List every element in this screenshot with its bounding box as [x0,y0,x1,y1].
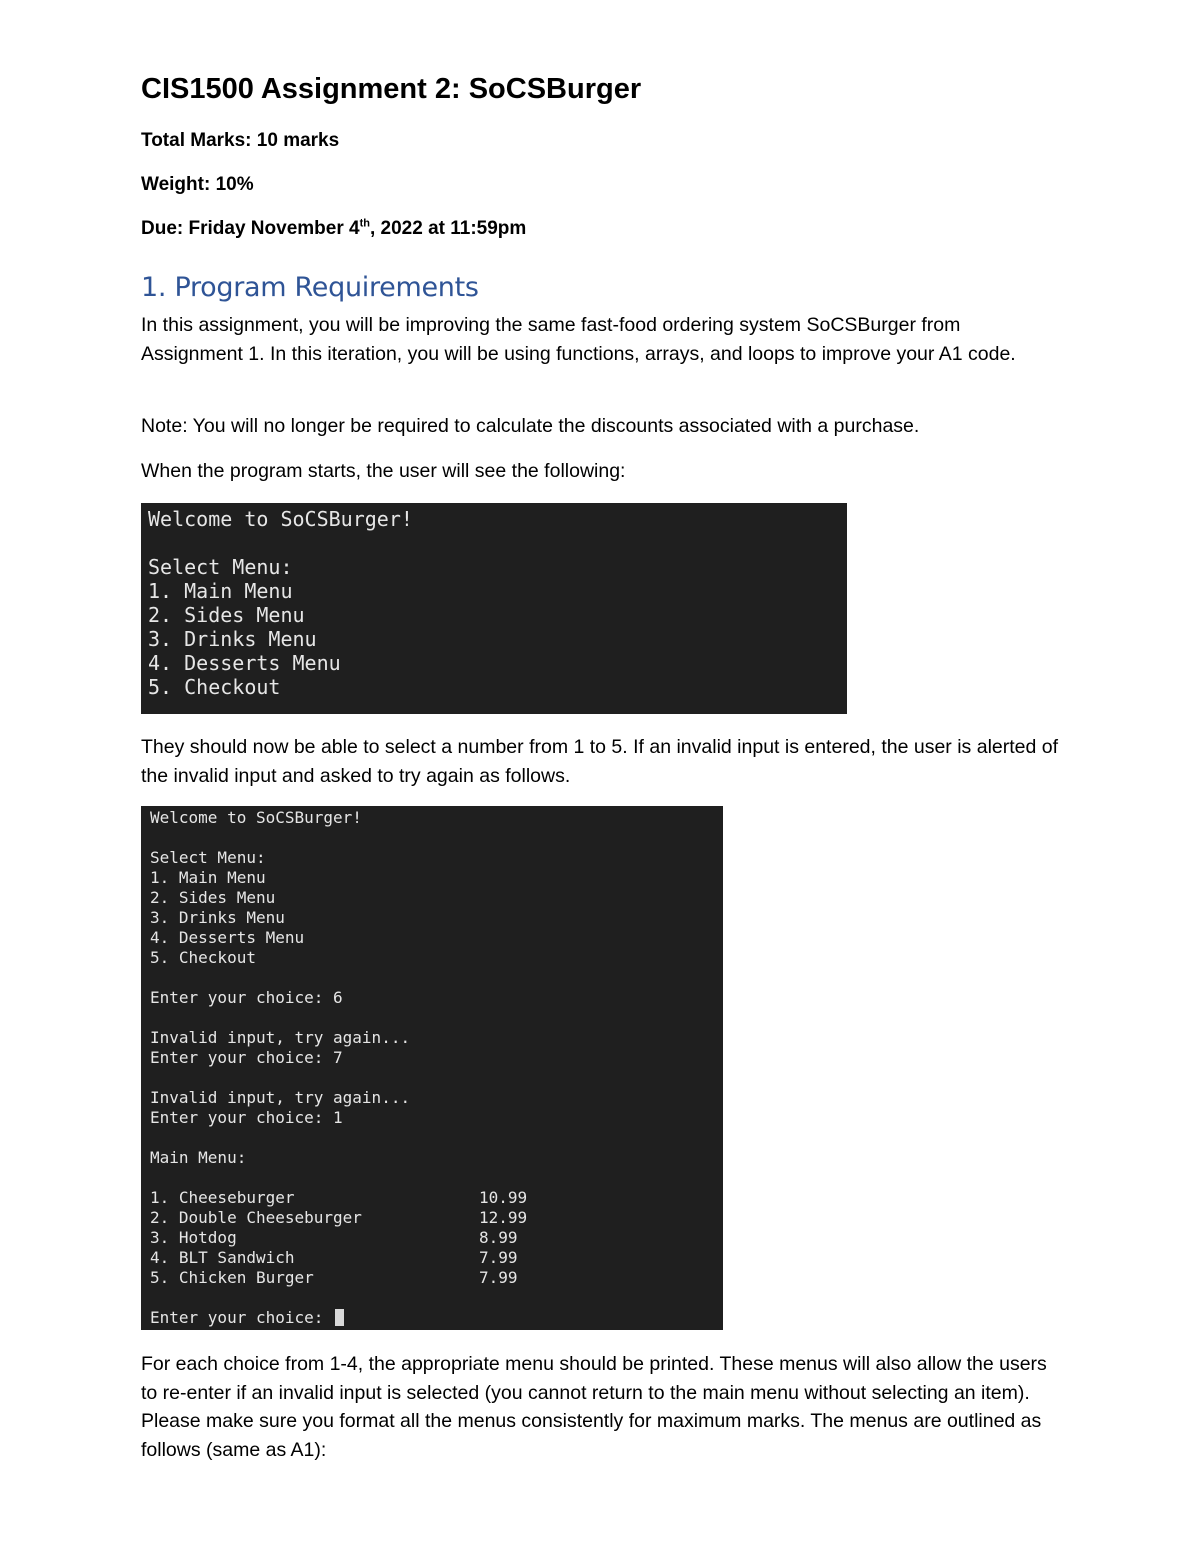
intro-paragraph: In this assignment, you will be improving the same fast-food ordering system SoCSBurger from Assignment 1. In this iteration, you will be using functions, arrays, and loops to improve your A1 code. [141,314,1016,365]
menu-item-price: 8.99 [479,1228,518,1247]
terminal-line: Invalid input, try again... [150,1088,411,1107]
menu-item-row [150,1248,714,1268]
menu-item-price: 7.99 [479,1248,518,1267]
menu-item-row [150,1228,714,1248]
note-paragraph: Note: You will no longer be required to calculate the discounts associated with a purchase. [141,415,920,437]
document-title: CIS1500 Assignment 2: SoCSBurger [141,73,642,105]
menu-item-price: 7.99 [479,1268,518,1287]
select-number-paragraph: They should now be able to select a number from 1 to 5. If an invalid input is entered, the user is alerted of the invalid input and asked to try again as follows. [141,736,1059,787]
terminal-line: 4. Desserts Menu [148,651,341,675]
menu-item-price: 12.99 [479,1208,528,1227]
menu-item-name: 1. Cheeseburger [150,1188,295,1207]
due-date-rest: , 2022 at 11:59pm [369,218,527,239]
terminal-line: 2. Sides Menu [148,603,305,627]
terminal-line: 1. Main Menu [148,579,293,603]
terminal-line: 5. Checkout [150,948,256,967]
terminal-line: Welcome to SoCSBurger! [150,808,362,827]
menu-item-name: 4. BLT Sandwich [150,1248,295,1267]
section-heading-program-requirements: 1. Program Requirements [141,272,479,303]
terminal-prompt-line [150,1308,714,1328]
terminal-line: Select Menu: [150,848,266,867]
terminal-line: Welcome to SoCSBurger! [148,507,413,531]
menu-item-name: 3. Hotdog [150,1228,237,1247]
terminal-line: 1. Main Menu [150,868,266,887]
weight: Weight: 10% [141,174,254,195]
terminal-line: Select Menu: [148,555,293,579]
menu-item-name: 5. Chicken Burger [150,1268,314,1287]
terminal-welcome-screen [141,503,847,714]
due-date-suffix: th [359,217,370,230]
due-date-main: Due: Friday November 4 [141,218,360,239]
menu-item-row [150,1208,714,1228]
terminal-line: Invalid input, try again... [150,1028,411,1047]
terminal-line: Enter your choice: 1 [150,1108,343,1127]
menu-item-name: 2. Double Cheeseburger [150,1208,362,1227]
terminal-line: 4. Desserts Menu [150,928,305,947]
terminal-line: 5. Checkout [148,675,281,699]
terminal-line: 2. Sides Menu [150,888,276,907]
terminal-line: Main Menu: [150,1148,247,1167]
terminal-line: Enter your choice: 6 [150,988,343,1007]
terminal-line: 3. Drinks Menu [150,908,285,927]
menu-item-row [150,1268,714,1288]
cursor-block-icon [335,1309,344,1326]
menus-paragraph: For each choice from 1-4, the appropriate menu should be printed. These menus will also allow the users to re-enter if an invalid input is selected (you cannot return to the main menu without selecting an item). Please make sure you format all the menus consistently for maximum marks. The menus are outlined as follows (same as A1): [141,1353,1047,1461]
menu-item-row [150,1188,714,1208]
terminal-prompt: Enter your choice: [150,1308,334,1327]
terminal-line: Enter your choice: 7 [150,1048,343,1067]
terminal-invalid-input-screen [141,806,723,1330]
program-start-paragraph: When the program starts, the user will see the following: [141,460,626,482]
total-marks: Total Marks: 10 marks [141,130,340,151]
menu-item-price: 10.99 [479,1188,528,1207]
due-date [141,218,526,240]
terminal-line: 3. Drinks Menu [148,627,317,651]
